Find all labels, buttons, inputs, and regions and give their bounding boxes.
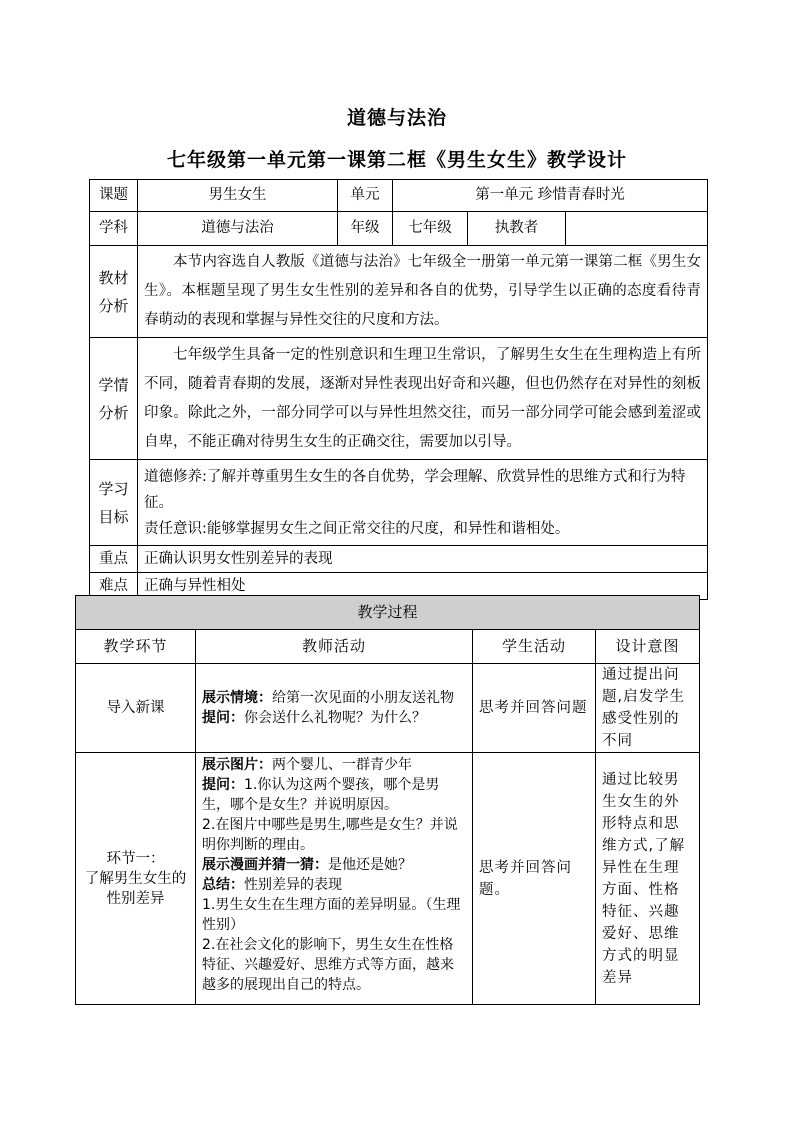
- intro-student-activity: 思考并回答问题: [473, 664, 596, 753]
- stage1-summary-1: 1.男生女生在生理方面的差异明显。（生理性别）: [202, 897, 461, 933]
- page-title: 道德与法治: [346, 107, 447, 129]
- subject-row: [90, 212, 708, 246]
- topic-label: 课题: [90, 180, 138, 212]
- stage1-teacher-activity: [196, 753, 473, 1005]
- topic-value: 男生女生: [138, 180, 338, 212]
- stage1-student-activity: 思考并回答问题。: [473, 753, 596, 1005]
- goal-line-1: 道德修养:了解并尊重男生女生的各自优势，学会理解、欣赏异性的思维方式和行为特征。: [144, 468, 686, 511]
- teaching-process-table: [75, 595, 700, 1005]
- goals-label-1: 学习: [98, 479, 129, 498]
- students-label-2: 分析: [98, 403, 129, 422]
- goals-label: [90, 460, 138, 546]
- goals-label-2: 目标: [98, 507, 129, 526]
- intro-teacher-activity: [196, 664, 473, 753]
- students-row: [90, 338, 708, 460]
- students-label-1: 学情: [98, 375, 129, 394]
- unit-value: 第一单元 珍惜青春时光: [393, 180, 708, 212]
- process-header-row: [76, 630, 700, 664]
- students-label: [90, 338, 138, 460]
- page-subtitle: 七年级第一单元第一课第二框《男生女生》教学设计: [166, 149, 627, 171]
- lesson-info-table: [89, 179, 708, 600]
- stage1-picture-text: 两个婴儿、一群青少年: [272, 757, 412, 773]
- subject-label: 学科: [90, 212, 138, 246]
- goals-text: [138, 460, 708, 546]
- intro-scene-label: 展示情境：: [202, 690, 272, 706]
- stage1-comic-text: 是他还是她？: [328, 857, 412, 873]
- difficulty-text: 正确与异性相处: [138, 573, 708, 600]
- stage1-summary-text: 性别差异的表现: [244, 877, 342, 893]
- process-row-stage1: [76, 753, 700, 1005]
- teacher-label: 执教者: [468, 212, 566, 246]
- stage1-stage-line1: 环节一：: [106, 850, 165, 867]
- process-row-intro: [76, 664, 700, 753]
- material-label-2: 分析: [98, 296, 129, 315]
- stage1-question-2: 2.在图片中哪些是男生,哪些是女生？并说明你判断的理由。: [202, 817, 458, 853]
- header-teacher-activity: 教师活动: [196, 630, 473, 664]
- grade-value: 七年级: [393, 212, 468, 246]
- difficulty-label: 难点: [90, 573, 138, 600]
- intro-design-intent: 通过提出问题,启发学生感受性别的不同: [596, 664, 700, 753]
- teacher-value: [566, 212, 708, 246]
- intro-question-label: 提问：: [202, 710, 244, 726]
- intro-stage: 导入新课: [76, 664, 196, 753]
- goal-line-2: 责任意识:能够掌握男女生之间正常交往的尺度，和异性和谐相处。: [144, 520, 570, 537]
- process-heading-row: [76, 596, 700, 630]
- stage1-picture-label: 展示图片：: [202, 757, 272, 773]
- header-design-intent: 设计意图: [596, 630, 700, 664]
- key-point-text: 正确认识男女性别差异的表现: [138, 546, 708, 573]
- goals-row: [90, 460, 708, 546]
- subject-value: 道德与法治: [138, 212, 338, 246]
- topic-row: [90, 180, 708, 212]
- intro-question-text: 你会送什么礼物呢？为什么？: [244, 710, 426, 726]
- stage1-question-1: 1.你认为这两个婴孩，哪个是男生，哪个是女生？并说明原因。: [202, 777, 440, 813]
- header-student-activity: 学生活动: [473, 630, 596, 664]
- unit-label: 单元: [338, 180, 393, 212]
- students-text: 七年级学生具备一定的性别意识和生理卫生常识，了解男生女生在生理构造上有所不同，随着青春期的发展，逐渐对异性表现出好奇和兴趣，但也仍然存在对异性的刻板印象。除此之外，一部分同学可以与异性坦然交往，而另一部分同学可能会感到羞涩或自卑，不能正确对待男生女生的正确交往，需要加以引导。: [138, 338, 708, 460]
- header-stage: 教学环节: [76, 630, 196, 664]
- stage1-question-label: 提问：: [202, 777, 244, 793]
- material-text: 本节内容选自人教版《道德与法治》七年级全一册第一单元第一课第二框《男生女生》。本框题呈现了男生女生性别的差异和各自的优势，引导学生以正确的态度看待青春萌动的表现和掌握与异性交往的尺度和方法。: [138, 246, 708, 338]
- material-row: [90, 246, 708, 338]
- material-label-1: 教材: [98, 268, 129, 287]
- stage1-comic-label: 展示漫画并猜一猜：: [202, 857, 328, 873]
- grade-label: 年级: [338, 212, 393, 246]
- key-point-label: 重点: [90, 546, 138, 573]
- stage1-summary-label: 总结：: [202, 877, 244, 893]
- stage1-stage-line2: 了解男生女生的性别差异: [84, 870, 187, 907]
- stage1-stage: [76, 753, 196, 1005]
- process-heading: 教学过程: [76, 596, 700, 630]
- stage1-summary-2: 2.在社会文化的影响下，男生女生在性格特征、兴趣爱好、思维方式等方面，越来越多的展现出自己的特点。: [202, 937, 454, 993]
- intro-scene-text: 给第一次见面的小朋友送礼物: [272, 690, 454, 706]
- stage1-design-intent: 通过比较男生女生的外形特点和思维方式,了解异性在生理方面、性格特征、兴趣爱好、思维方式的明显差异: [596, 753, 700, 1005]
- key-point-row: [90, 546, 708, 573]
- material-label: [90, 246, 138, 338]
